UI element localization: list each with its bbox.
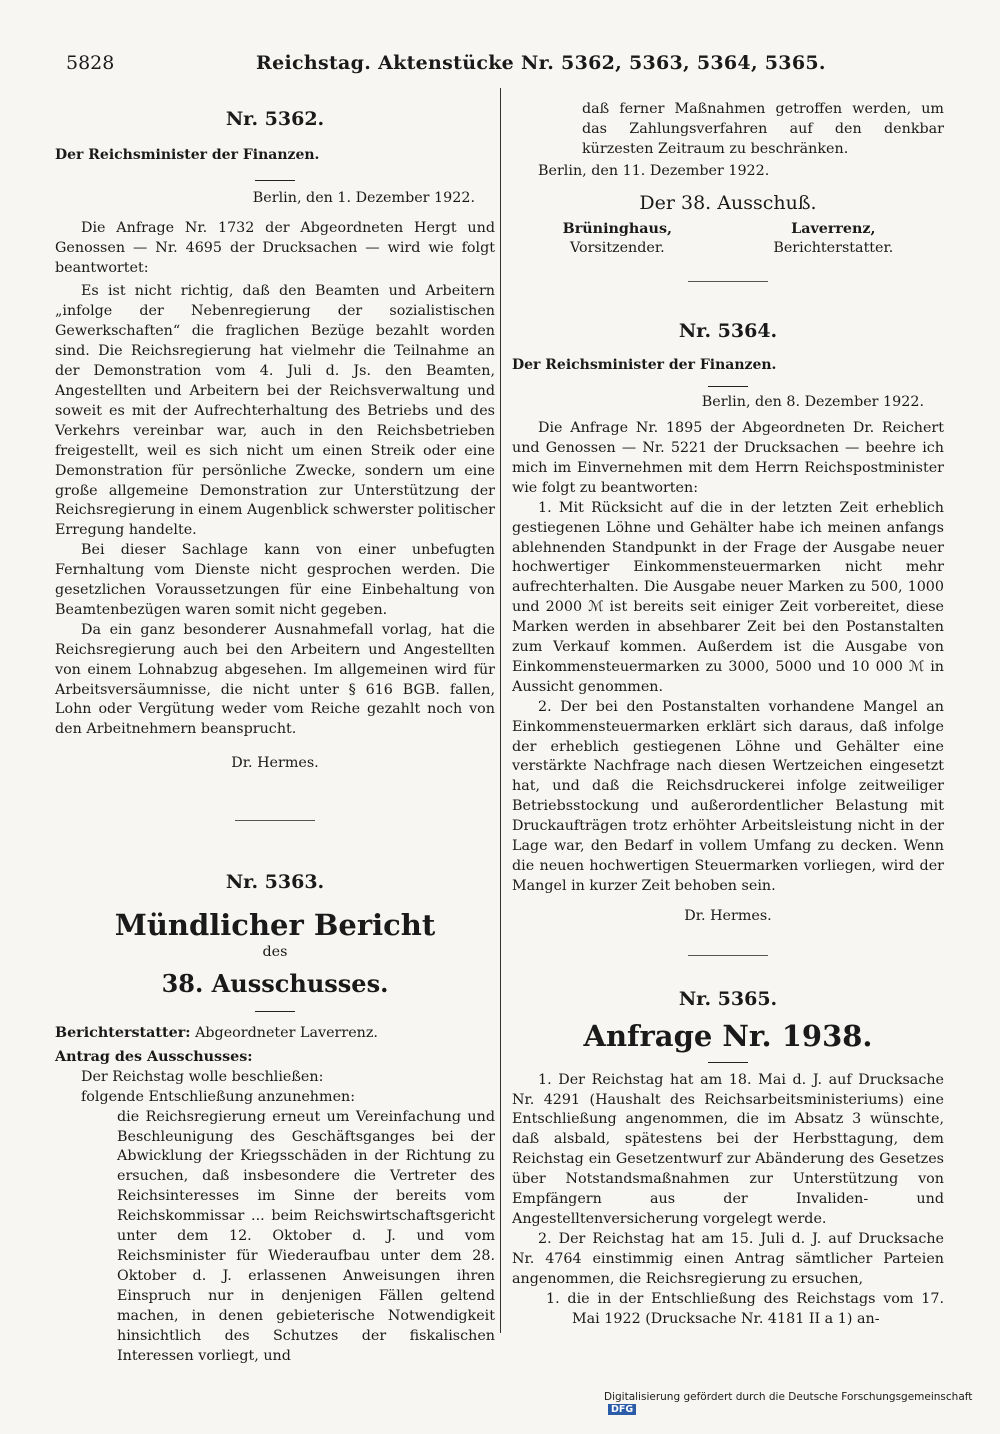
left-column	[55, 100, 495, 1366]
signature: Dr. Hermes.	[231, 755, 319, 772]
body-paragraph: 1. Der Reichstag hat am 18. Mai d. J. auf Drucksache Nr. 4291 (Haushalt des Reichsarbeitsministeriums) eine Entschließung angenommen, die im Absatz 3 wünschte, daß alsbald, spätestens bei der Herbsttagung, dem Reichstag ein Gesetzentwurf zur Abänderung des Gesetzes über Notstandsmaßnahmen zur Unterstützung von Empfängern aus der Invaliden- und Angestelltenversicherung vorgelegt werde.	[512, 1071, 944, 1227]
signature-reporter	[773, 220, 893, 260]
report-des: des	[262, 944, 288, 961]
section-divider	[688, 955, 768, 956]
dateline: Berlin, den 11. Dezember 1922.	[538, 162, 770, 179]
section-divider	[235, 820, 315, 821]
chair-name: Brüninghaus,	[562, 220, 672, 237]
page-header	[66, 52, 946, 82]
chair-role: Vorsitzender.	[569, 240, 665, 257]
dfg-logo: DFG	[608, 1404, 636, 1415]
footer-text: Digitalisierung gefördert durch die Deutsche Forschungsgemeinschaft	[604, 1391, 973, 1403]
running-title: Reichstag. Aktenstücke Nr. 5362, 5363, 5364, 5365.	[256, 52, 826, 74]
divider	[255, 1011, 295, 1012]
ministry-heading: Der Reichsminister der Finanzen.	[512, 357, 777, 374]
inquiry-title: Anfrage Nr. 1938.	[583, 1018, 873, 1053]
reporter-role: Berichterstatter.	[773, 240, 894, 257]
column-divider	[500, 88, 501, 1333]
resolution-text: die Reichsregierung erneut um Vereinfachung und Beschleunigung des Geschäftsganges bei der Abwicklung der Kriegsschäden in der Richtung zu ersuchen, daß insbesondere die Vertreter des Reichsinteresses im Sinne der bereits vom Reichskommissar ... beim Reichswirtschaftsgericht unter dem 12. Oktober d. J. und vom Reichsminister für Wiederaufbau unter dem 28. Oktober d. J. erlassenen Anweisungen ihren Einspruch nur in denjenigen Fällen geltend machen, in denen gebieterische Notwendigkeit hinsichtlich des Schutzes der fiskalischen Interessen vorliegt, und	[117, 1108, 495, 1364]
body-paragraph: 2. Der bei den Postanstalten vorhandene Mangel an Einkommensteuermarken erklärt sich daraus, daß infolge der erheblich gestiegenen Löhne und Gehälter eine verstärkte Nachfrage nach diesen Wertzeichen eingesetzt hat, und daß die Reichsdruckerei infolge zeitweiliger Betriebsstockung und außerordentlicher Belastung mit Druckaufträgen trotz erhöhter Arbeitsleistung nicht in der Lage war, den Bedarf in vollem Umfang zu decken. Wenn die neuen hochwertigen Steuermarken vorliegen, wird der Mangel in kurzer Zeit behoben sein.	[512, 698, 944, 894]
dateline: Berlin, den 8. Dezember 1922.	[701, 394, 924, 411]
body-paragraph: Bei dieser Sachlage kann von einer unbefugten Fernhaltung vom Dienste nicht gesprochen werden. Die gesetzlichen Voraussetzungen für eine Einbehaltung von Beamtenbezügen waren somit nicht gegeben.	[55, 542, 495, 618]
doc-number-5365: Nr. 5365.	[678, 987, 778, 1010]
intro-paragraph: Die Anfrage Nr. 1732 der Abgeordneten Hergt und Genossen — Nr. 4695 der Drucksachen — wird wie folgt beantwortet:	[55, 219, 495, 276]
intro-paragraph: Die Anfrage Nr. 1895 der Abgeordneten Dr. Reichert und Genossen — Nr. 5221 der Drucksachen — beehre ich mich im Einvernehmen mit dem Herrn Reichspostminister wie folgt zu beantworten:	[512, 420, 944, 496]
section-divider	[688, 281, 768, 282]
report-committee: 38. Ausschusses.	[161, 969, 389, 998]
doc-number-5363: Nr. 5363.	[225, 871, 325, 894]
right-column	[512, 100, 944, 1329]
ministry-heading: Der Reichsminister der Finanzen.	[55, 146, 320, 163]
doc-number-5364: Nr. 5364.	[678, 320, 778, 343]
footer-credit	[604, 1391, 1000, 1415]
divider	[255, 180, 295, 181]
reporter-name: Abgeordneter Laverrenz.	[195, 1025, 378, 1041]
body-paragraph: 2. Der Reichstag hat am 15. Juli d. J. auf Drucksache Nr. 4764 einstimmig einen Antrag sämtlicher Parteien angenommen, die Reichsregierung zu ersuchen,	[512, 1230, 944, 1287]
body-paragraph: Da ein ganz besonderer Ausnahmefall vorlag, hat die Reichsregierung auch bei den Arbeitern und Angestellten von einem Lohnabzug abgesehen. Im allgemeinen wird für Arbeitsversäumnisse, die nicht unter § 616 BGB. fallen, Lohn oder Vergütung weder vom Reiche gezahlt noch von den Arbeitnehmern beansprucht.	[55, 621, 495, 738]
dateline: Berlin, den 1. Dezember 1922.	[252, 189, 475, 206]
reporter-line	[55, 1024, 495, 1044]
signature: Dr. Hermes.	[684, 907, 772, 924]
continuation-text: daß ferner Maßnahmen getroffen werden, um das Zahlungsverfahren auf den denkbar kürzesten Zeitraum zu beschränken.	[582, 101, 944, 157]
report-title: Mündlicher Bericht	[114, 908, 436, 943]
committee-signature: Der 38. Ausschuß.	[639, 191, 817, 214]
resolution-line: folgende Entschließung anzunehmen:	[81, 1088, 356, 1105]
motion-intro: Der Reichstag wolle beschließen:	[81, 1068, 324, 1085]
signatures	[512, 220, 944, 260]
divider	[708, 386, 748, 387]
reporter-label: Berichterstatter:	[55, 1025, 191, 1041]
page-number: 5828	[66, 52, 115, 74]
doc-number-5362: Nr. 5362.	[225, 108, 325, 130]
divider	[708, 1062, 748, 1063]
body-paragraph: 1. die in der Entschließung des Reichstags vom 17. Mai 1922 (Drucksache Nr. 4181 II a 1) an-	[546, 1290, 944, 1327]
body-paragraph: Es ist nicht richtig, daß den Beamten und Arbeitern „infolge der Nebenregierung der sozialistischen Gewerkschaften“ die fraglichen Bezüge bezahlt worden sind. Die Reichsregierung hat vielmehr die Teilnahme an der Demonstration vom 4. Juli d. Js. den Beamten, Angestellten und Arbeitern bei der Reichsverwaltung und soweit es mit der Aufrechterhaltung des Betriebs und des Verkehrs vereinbar war, auch in den Reichsbetrieben freigestellt, weil es sich nicht um einen Streik oder eine Demonstration für persönliche Zwecke, sondern um eine große allgemeine Demonstration zur Unterstützung der Reichsregierung in einem Augenblick schwerster politischer Erregung handelte.	[55, 283, 495, 539]
reporter-name: Laverrenz,	[791, 220, 876, 237]
signature-chair	[563, 220, 672, 260]
body-paragraph: 1. Mit Rücksicht auf die in der letzten Zeit erheblich gestiegenen Löhne und Gehälter habe ich meinen anfangs ablehnenden Standpunkt in der Frage der Ausgabe neuer hochwertiger Einkommensteuermarken nicht mehr aufrechterhalten. Die Ausgabe neuer Marken zu 500, 1000 und 2000 ℳ ist bereits seit einiger Zeit vorbereitet, diese Marken werden in absehbarer Zeit bei den Postanstalten zum Verkauf kommen. Außerdem ist die Ausgabe von Einkommensteuermarken zu 3000, 5000 und 10 000 ℳ in Aussicht genommen.	[512, 499, 944, 695]
motion-label: Antrag des Ausschusses:	[55, 1048, 253, 1065]
